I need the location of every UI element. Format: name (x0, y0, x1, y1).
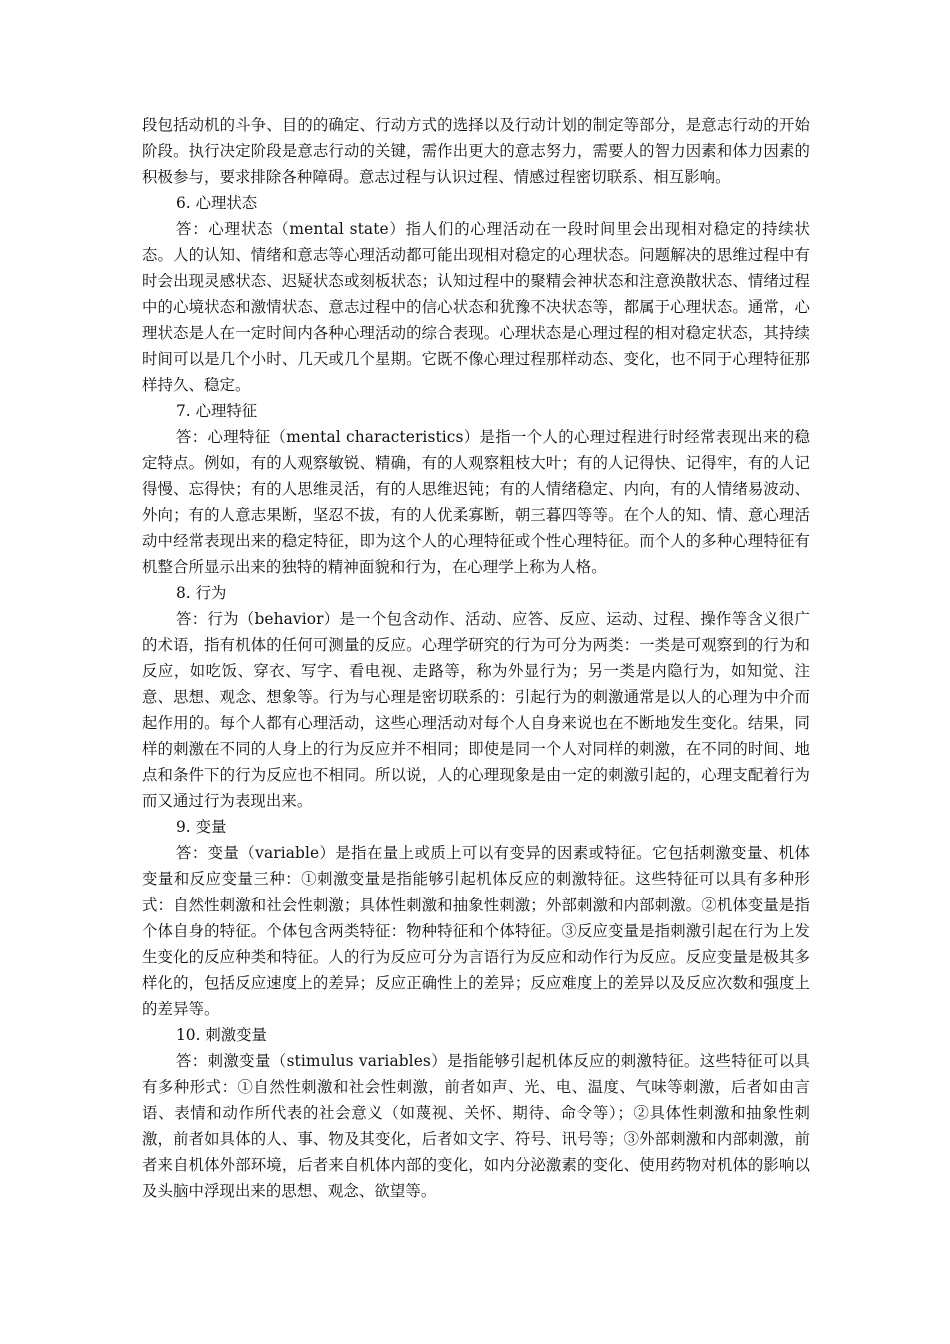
section-heading-6: 6. 心理状态 (176, 194, 258, 212)
section-answer-8: 答：行为（behavior）是一个包含动作、活动、应答、反应、运动、过程、操作等含义很广的术语，指有机体的任何可测量的反应。心理学研究的行为可分为两类：一类是可观察到的行为和反应，如吃饭、穿衣、写字、看电视、走路等，称为外显行为；另一类是内隐行为，如知觉、注意、思想、观念、想象等。行为与心理是密切联系的：引起行为的刺激通常是以人的心理为中介而起作用的。每个人都有心理活动，这些心理活动对每个人自身来说也在不断地发生变化。结果，同样的刺激在不同的人身上的行为反应并不相同；即使是同一个人对同样的刺激，在不同的时间、地点和条件下的行为反应也不相同。所以说，人的心理现象是由一定的刺激引起的，心理支配着行为而又通过行为表现出来。 (142, 610, 810, 810)
section-heading-9: 9. 变量 (176, 818, 227, 836)
section-answer-9: 答：变量（variable）是指在量上或质上可以有变异的因素或特征。它包括刺激变量、机体变量和反应变量三种：①刺激变量是指能够引起机体反应的刺激特征。这些特征可以具有多种形式：自然性刺激和社会性刺激；具体性刺激和抽象性刺激；外部刺激和内部刺激。②机体变量是指个体自身的特征。个体包含两类特征：物种特征和个体特征。③反应变量是指刺激引起在行为上发生变化的反应种类和特征。人的行为反应可分为言语行为反应和动作行为反应。反应变量是极其多样化的，包括反应速度上的差异；反应正确性上的差异；反应难度上的差异以及反应次数和强度上的差异等。 (142, 844, 810, 1018)
section-heading-8: 8. 行为 (176, 584, 227, 602)
intro-paragraph: 段包括动机的斗争、目的的确定、行动方式的选择以及行动计划的制定等部分，是意志行动的开始阶段。执行决定阶段是意志行动的关键，需作出更大的意志努力，需要人的智力因素和体力因素的积极参与，要求排除各种障碍。意志过程与认识过程、情感过程密切联系、相互影响。 (142, 116, 810, 186)
section-answer-10: 答：刺激变量（stimulus variables）是指能够引起机体反应的刺激特征。这些特征可以具有多种形式：①自然性刺激和社会性刺激，前者如声、光、电、温度、气味等刺激，后者如由言语、表情和动作所代表的社会意义（如蔑视、关怀、期待、命令等）；②具体性刺激和抽象性刺激，前者如具体的人、事、物及其变化，后者如文字、符号、讯号等；③外部刺激和内部刺激，前者来自机体外部环境，后者来自机体内部的变化，如内分泌激素的变化、使用药物对机体的影响以及头脑中浮现出来的思想、观念、欲望等。 (142, 1052, 810, 1200)
section-answer-6: 答：心理状态（mental state）指人们的心理活动在一段时间里会出现相对稳定的持续状态。人的认知、情绪和意志等心理活动都可能出现相对稳定的心理状态。问题解决的思维过程中有时会出现灵感状态、迟疑状态或刻板状态；认知过程中的聚精会神状态和注意涣散状态、情绪过程中的心境状态和激情状态、意志过程中的信心状态和犹豫不决状态等，都属于心理状态。通常，心理状态是人在一定时间内各种心理活动的综合表现。心理状态是心理过程的相对稳定状态，其持续时间可以是几个小时、几天或几个星期。它既不像心理过程那样动态、变化，也不同于心理特征那样持久、稳定。 (142, 220, 810, 394)
section-answer-7: 答：心理特征（mental characteristics）是指一个人的心理过程进行时经常表现出来的稳定特点。例如，有的人观察敏锐、精确，有的人观察粗枝大叶；有的人记得快、记得牢，有的人记得慢、忘得快；有的人思维灵活，有的人思维迟钝；有的人情绪稳定、内向，有的人情绪易波动、外向；有的人意志果断，坚忍不拔，有的人优柔寡断，朝三暮四等等。在个人的知、情、意心理活动中经常表现出来的稳定特征，即为这个人的心理特征或个性心理特征。而个人的多种心理特征有机整合所显示出来的独特的精神面貌和行为，在心理学上称为人格。 (142, 428, 810, 576)
section-heading-7: 7. 心理特征 (176, 402, 258, 420)
section-heading-10: 10. 刺激变量 (176, 1026, 267, 1044)
